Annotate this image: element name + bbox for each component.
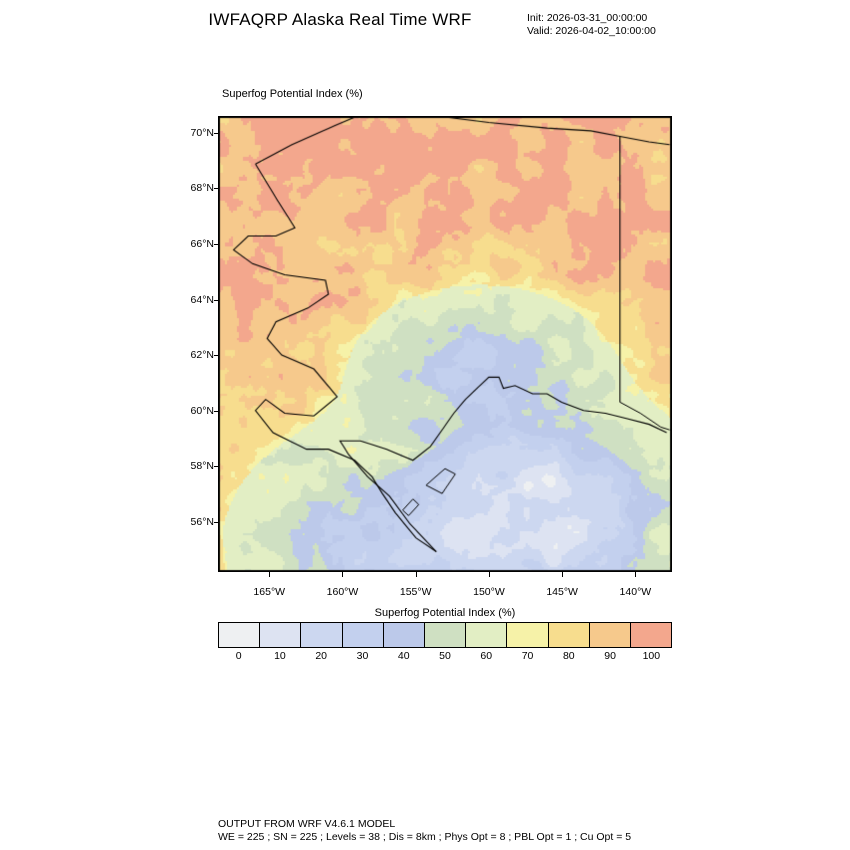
x-tick-label: 150°W xyxy=(473,586,505,598)
colorbar-tick-labels xyxy=(218,650,672,666)
x-tick-label: 165°W xyxy=(253,586,286,598)
colorbar-swatch xyxy=(549,623,590,647)
colorbar-tick-label: 100 xyxy=(642,650,661,662)
x-tick-label: 145°W xyxy=(546,586,578,598)
colorbar-tick-label: 10 xyxy=(274,650,286,662)
map-raster xyxy=(219,117,671,571)
colorbar-swatch xyxy=(425,623,466,647)
y-tick-mark xyxy=(214,466,219,467)
x-tick-mark xyxy=(562,572,563,577)
y-tick-label: 68°N xyxy=(190,182,214,195)
y-tick-mark xyxy=(214,244,219,245)
y-tick-mark xyxy=(214,522,219,523)
y-axis-labels xyxy=(166,116,214,572)
colorbar-tick-label: 80 xyxy=(562,650,575,662)
colorbar-swatch xyxy=(466,623,507,647)
colorbar-swatch xyxy=(384,623,425,647)
x-tick-mark xyxy=(342,572,343,577)
x-tick-mark xyxy=(416,572,417,577)
page-title: IWFAQRP Alaska Real Time WRF xyxy=(208,10,472,29)
colorbar-tick-label: 0 xyxy=(235,650,242,662)
run-info xyxy=(527,12,656,38)
colorbar xyxy=(218,622,672,648)
x-tick-label: 160°W xyxy=(326,586,359,598)
y-tick-label: 70°N xyxy=(190,126,214,139)
valid-time-label: Valid: 2026-04-02_10:00:00 xyxy=(527,25,656,37)
colorbar-title: Superfog Potential Index (%) xyxy=(374,607,516,619)
colorbar-tick-label: 30 xyxy=(356,650,369,662)
plot-field-label: Superfog Potential Index (%) xyxy=(222,88,363,100)
y-tick-mark xyxy=(214,188,219,189)
colorbar-swatch xyxy=(219,623,260,647)
footer-line-2: WE = 225 ; SN = 225 ; Levels = 38 ; Dis = 8km ; Phys Opt = 8 ; PBL Opt = 1 ; Cu Opt = 5 xyxy=(218,831,632,843)
x-axis-labels xyxy=(218,586,672,602)
colorbar-swatch xyxy=(260,623,301,647)
x-tick-mark xyxy=(635,572,636,577)
colorbar-tick-label: 70 xyxy=(521,650,534,662)
model-footer xyxy=(218,818,631,844)
y-tick-mark xyxy=(214,355,219,356)
y-tick-label: 56°N xyxy=(190,515,214,528)
y-tick-label: 62°N xyxy=(190,349,214,362)
colorbar-tick-label: 90 xyxy=(604,650,616,662)
colorbar-swatch xyxy=(507,623,548,647)
colorbar-swatch xyxy=(631,623,671,647)
colorbar-swatch xyxy=(301,623,342,647)
colorbar-swatch xyxy=(590,623,631,647)
y-tick-mark xyxy=(214,411,219,412)
init-time-label: Init: 2026-03-31_00:00:00 xyxy=(527,12,648,24)
y-tick-label: 60°N xyxy=(190,404,214,417)
colorbar-tick-label: 20 xyxy=(315,650,328,662)
colorbar-tick-label: 40 xyxy=(397,650,410,662)
y-tick-label: 64°N xyxy=(190,293,214,306)
colorbar-tick-label: 50 xyxy=(439,650,451,662)
x-tick-label: 155°W xyxy=(399,586,432,598)
y-tick-label: 58°N xyxy=(190,460,214,473)
y-tick-mark xyxy=(214,300,219,301)
x-tick-label: 140°W xyxy=(619,586,652,598)
colorbar-swatch xyxy=(343,623,384,647)
y-tick-label: 66°N xyxy=(190,237,214,250)
map-plot-area xyxy=(218,116,672,572)
colorbar-tick-label: 60 xyxy=(480,650,493,662)
y-tick-mark xyxy=(214,133,219,134)
footer-line-1: OUTPUT FROM WRF V4.6.1 MODEL xyxy=(218,818,396,830)
x-tick-mark xyxy=(269,572,270,577)
x-tick-mark xyxy=(489,572,490,577)
